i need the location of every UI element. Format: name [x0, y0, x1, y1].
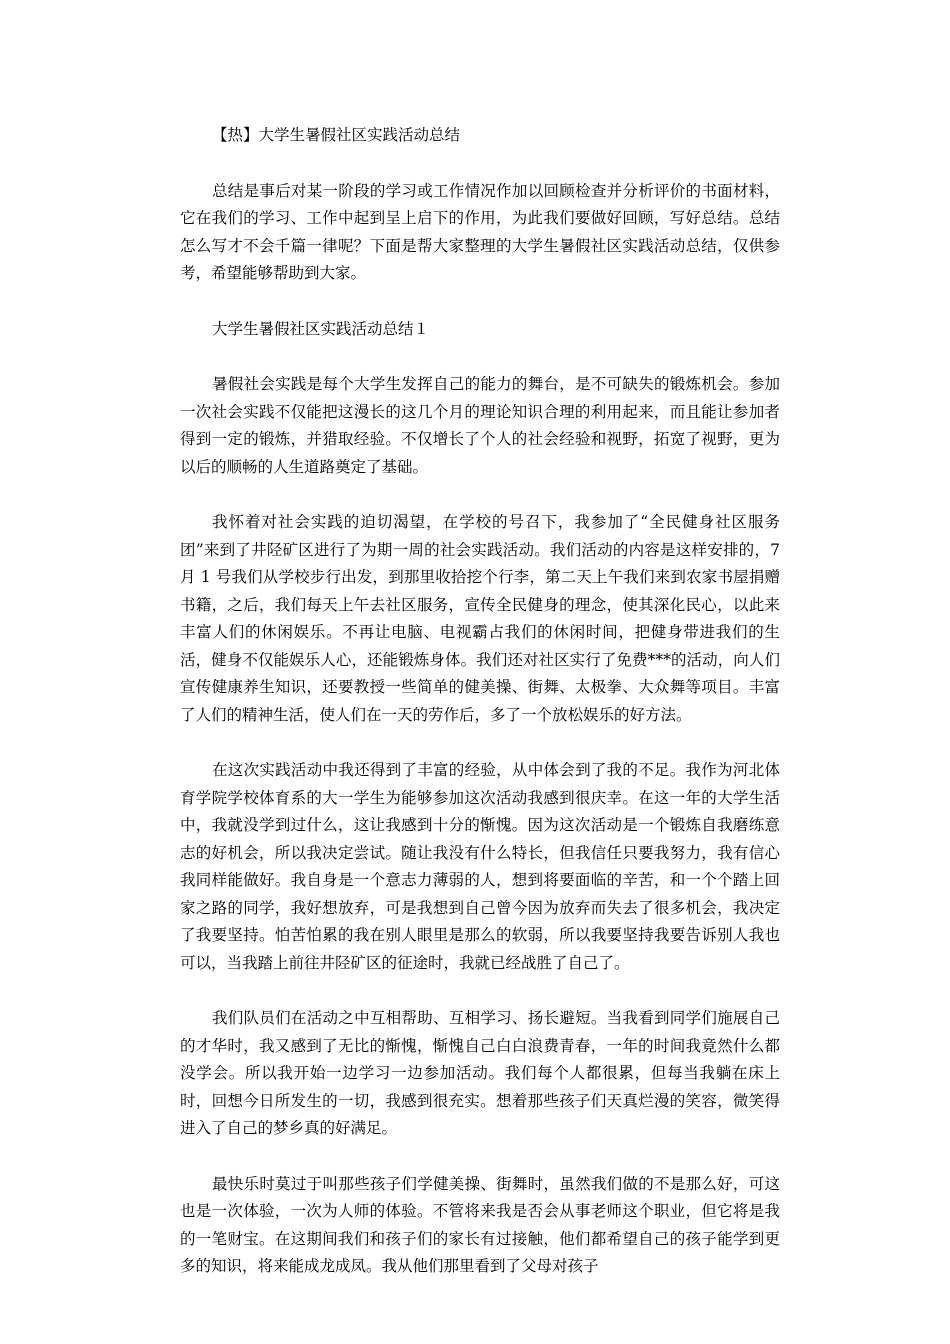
body-paragraph-5: 最快乐时莫过于叫那些孩子们学健美操、街舞时，虽然我们做的不是那么好，可这也是一次体验，一次为人师的体验。不管将来我是否会从事老师这个职业，但它将是我的一笔财宝。在这期间我们和孩子们的家长有过接触，他们都希望自己的孩子能学到更多的知识，将来能成龙成凤。我从他们那里看到了父母对孩子 — [180, 1174, 780, 1275]
body-paragraph-1: 暑假社会实践是每个大学生发挥自己的能力的舞台，是不可缺失的锻炼机会。参加一次社会实践不仅能把这漫长的这几个月的理论知识合理的利用起来，而且能让参加者得到一定的锻炼，并猎取经验。不仅增长了个人的社会经验和视野，拓宽了视野，更为以后的顺畅的人生道路奠定了基础。 — [180, 375, 780, 476]
body-paragraph-2: 我怀着对社会实践的迫切渴望，在学校的号召下，我参加了“全民健身社区服务团”来到了井陉矿区进行了为期一周的社会实践活动。我们活动的内容是这样安排的，7 月 1 号我们从学校步行出发，到那里收拾挖个行李，第二天上午我们来到农家书屋捐赠书籍，之后，我们每天上午去社区服务，宣传全民健身的理念，使其深化民心，以此来丰富人们的休闲娱乐。不再让电脑、电视霸占我们的休闲时间，把健身带进我们的生活，健身不仅能娱乐人心，还能锻炼身体。我们还对社区实行了免费***的活动，向人们宣传健康养生知识，还要教授一些简单的健美操、街舞、太极拳、大众舞等项目。丰富了人们的精神生活，使人们在一天的劳作后，多了一个放松娱乐的好方法。 — [180, 513, 780, 724]
body-paragraph-3: 在这次实践活动中我还得到了丰富的经验，从中体会到了我的不足。我作为河北体育学院学校体育系的大一学生为能够参加这次活动我感到很庆幸。在这一年的大学生活中，我就没学到过什么，这让我感到十分的惭愧。因为这次活动是一个锻炼自我磨练意志的好机会，所以我决定尝试。随让我没有什么特长，但我信任只要我努力，我有信心我同样能做好。我自身是一个意志力薄弱的人，想到将要面临的辛苦，和一个个踏上回家之路的同学，我好想放弃，可是我想到自己曾今因为放弃而失去了很多机会，我决定了我要坚持。怕苦怕累的我在别人眼里是那么的软弱，所以我要坚持我要告诉别人我也可以，当我踏上前往井陉矿区的征途时，我就已经战胜了自己了。 — [180, 761, 780, 972]
intro-paragraph: 总结是事后对某一阶段的学习或工作情况作加以回顾检查并分析评价的书面材料，它在我们的学习、工作中起到呈上启下的作用，为此我们要做好回顾，写好总结。总结怎么写才不会千篇一律呢？下面是帮大家整理的大学生暑假社区实践活动总结，仅供参考，希望能够帮助到大家。 — [180, 181, 780, 282]
document-title: 【热】大学生暑假社区实践活动总结 — [212, 126, 461, 144]
body-paragraph-4: 我们队员们在活动之中互相帮助、互相学习、扬长避短。当我看到同学们施展自己的才华时，我又感到了无比的惭愧，惭愧自己白白浪费青春，一年的时间我竟然什么都没学会。所以我开始一边学习一边参加活动。我们每个人都很累，但每当我躺在床上时，回想今日所发生的一切，我感到很充实。想着那些孩子们天真烂漫的笑容，微笑得进入了自己的梦乡真的好满足。 — [180, 1009, 780, 1137]
section-title: 大学生暑假社区实践活动总结１ — [212, 319, 430, 338]
document-body — [180, 122, 780, 1309]
